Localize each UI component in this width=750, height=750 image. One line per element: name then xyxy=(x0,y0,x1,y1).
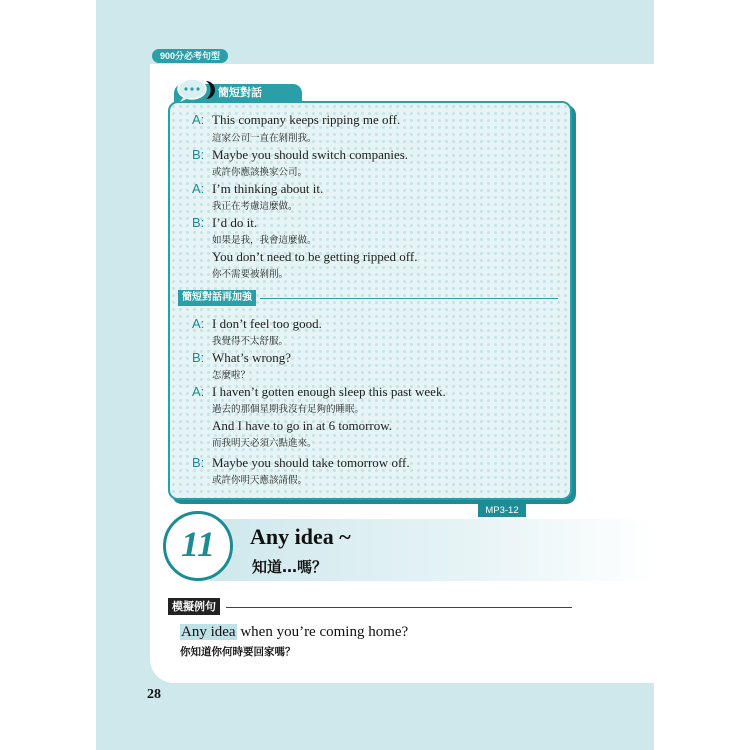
example-divider xyxy=(226,607,572,608)
dialogue-line-zh: 過去的那個星期我沒有足夠的睡眠。 xyxy=(212,404,365,415)
example-label: 模擬例句 xyxy=(168,598,220,615)
dialogue-line-en: I don’t feel too good. xyxy=(212,316,322,331)
speaker-label: B: xyxy=(192,215,205,230)
pattern-title: Any idea ~ xyxy=(250,524,351,549)
pattern-subtitle: 知道…嗎？ xyxy=(252,558,328,576)
speaker-label: A: xyxy=(192,316,205,331)
dialogue-line-zh: 如果是我，我會這麼做。 xyxy=(212,235,317,246)
dialogue-line-en: I’d do it. xyxy=(212,215,258,230)
dialogue-line-en: I haven’t gotten enough sleep this past week. xyxy=(212,384,446,399)
speaker-label: A: xyxy=(192,181,205,196)
dialogue-line-en: What’s wrong? xyxy=(212,350,292,365)
section2-divider xyxy=(260,298,558,299)
dialogue-line-zh: 怎麼啦？ xyxy=(212,370,251,381)
dialogue-line-en: And I have to go in at 6 tomorrow. xyxy=(212,418,393,433)
example-sentence xyxy=(180,624,408,641)
dialogue-line-zh: 而我明天必須六點進來。 xyxy=(212,438,317,449)
dialogue-line-zh: 或許你應該換家公司。 xyxy=(212,167,308,178)
speaker-label: B: xyxy=(192,147,205,162)
header-label: 900分必考句型 xyxy=(152,49,228,63)
speaker-label: B: xyxy=(192,350,205,365)
speaker-label: A: xyxy=(192,112,205,127)
dialogue-line-en: Maybe you should take tomorrow off. xyxy=(212,455,410,470)
dialogue-line-zh: 或許你明天應該請假。 xyxy=(212,475,308,486)
dialogue-line-en: You don’t need to be getting ripped off. xyxy=(212,249,418,264)
mp3-track-badge: MP3-12 xyxy=(478,504,526,517)
dialogue-line-zh: 我正在考慮這麼做。 xyxy=(212,201,298,212)
dialogue-line-en: Maybe you should switch companies. xyxy=(212,147,409,162)
dialogue-line-zh: 我覺得不太舒服。 xyxy=(212,336,289,347)
speech-bubble-icon xyxy=(176,77,218,103)
example-rest: when you’re coming home? xyxy=(236,624,409,640)
dialogue-line-en: I’m thinking about it. xyxy=(212,181,324,196)
speaker-label: B: xyxy=(192,455,205,470)
example-highlight: Any idea xyxy=(181,624,236,640)
section2-title: 簡短對話再加強 xyxy=(178,290,256,306)
page-number: 28 xyxy=(147,687,161,702)
example-translation: 你知道你何時要回家嗎？ xyxy=(180,646,296,658)
pattern-number: 11 xyxy=(180,524,215,564)
section1-title: 簡短對話 xyxy=(218,87,262,99)
speaker-label: A: xyxy=(192,384,205,399)
dialogue-line-zh: 這家公司一直在剝削我。 xyxy=(212,133,317,144)
dialogue-line-en: This company keeps ripping me off. xyxy=(212,112,401,127)
dialogue-line-zh: 你不需要被剝削。 xyxy=(212,269,289,280)
